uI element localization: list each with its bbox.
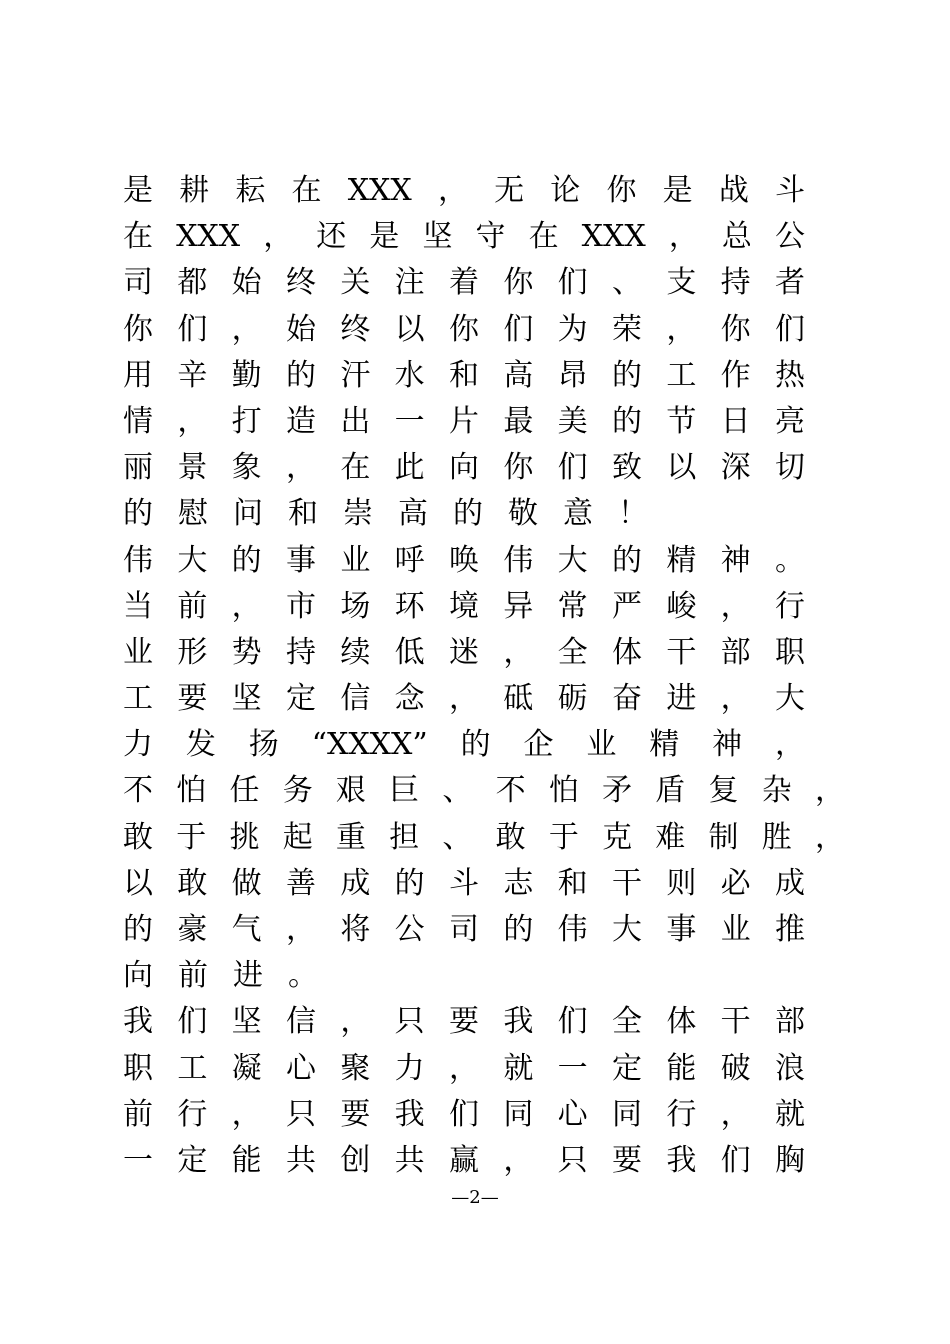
body-text — [123, 168, 845, 1184]
text-line-1: 是耕耘在XXX，无论你是战斗 — [123, 173, 805, 208]
text-line-22: 一定能共创共赢，只要我们胸 — [123, 1142, 805, 1178]
text-line-14: 不怕任务艰巨、不怕矛盾复杂， — [123, 773, 845, 809]
text-line-18: 向前进。 — [123, 958, 343, 994]
text-line-17: 的豪气，将公司的伟大事业推 — [123, 912, 805, 947]
text-line-9: 伟大的事业呼唤伟大的精神。 — [123, 542, 805, 578]
text-line-7: 丽景象，在此向你们致以深切 — [123, 450, 805, 486]
text-line-3: 司都始终关注着你们、支持者 — [123, 265, 805, 301]
text-line-10: 当前，市场环境异常严峻，行 — [123, 588, 805, 624]
text-line-5: 用辛勤的汗水和高昂的工作热 — [123, 357, 805, 393]
text-line-2: 在XXX，还是坚守在XXX，总公 — [123, 219, 805, 255]
text-line-16: 以敢做善成的斗志和干则必成 — [123, 865, 805, 901]
text-line-12: 工要坚定信念，砥砺奋进，大 — [123, 681, 805, 717]
text-line-13: 力发扬“XXXX”的企业精神， — [123, 727, 805, 763]
text-line-6: 情，打造出一片最美的节日亮 — [123, 403, 805, 439]
text-line-8: 的慰问和崇高的敬意！ — [123, 496, 673, 532]
text-line-20: 职工凝心聚力，就一定能破浪 — [123, 1050, 805, 1086]
page-number: —2— — [451, 1187, 499, 1208]
text-line-19: 我们坚信，只要我们全体干部 — [123, 1004, 805, 1040]
text-line-11: 业形势持续低迷，全体干部职 — [123, 634, 805, 670]
text-line-21: 前行，只要我们同心同行，就 — [123, 1096, 805, 1132]
text-line-4: 你们，始终以你们为荣，你们 — [123, 311, 805, 347]
text-line-15: 敢于挑起重担、敢于克难制胜， — [123, 819, 845, 855]
